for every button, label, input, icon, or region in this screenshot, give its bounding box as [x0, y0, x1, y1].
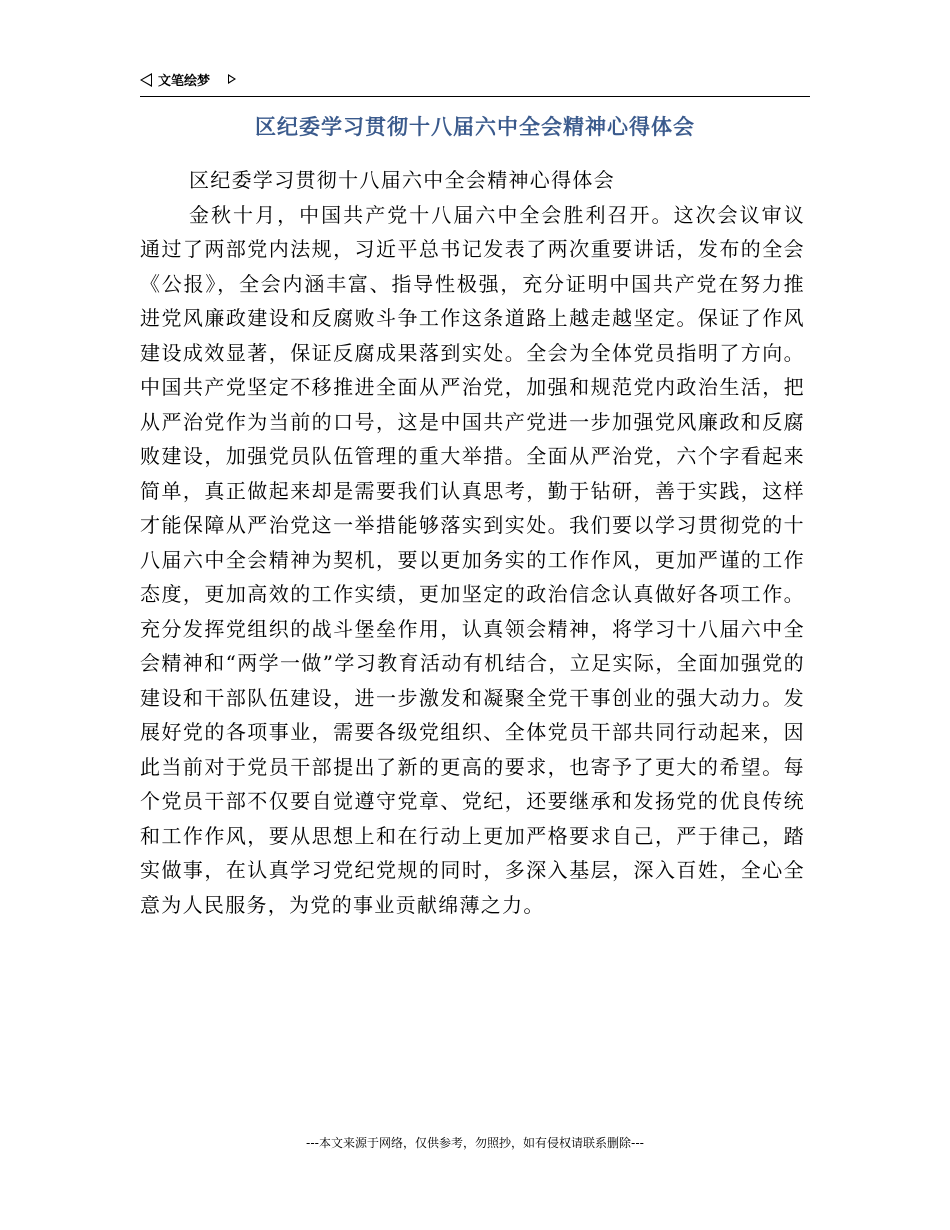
- document-content: [140, 163, 805, 922]
- document-body-paragraph: 金秋十月，中国共产党十八届六中全会胜利召开。这次会议审议通过了两部党内法规，习近平总书记发表了两次重要讲话，发布的全会《公报》，全会内涵丰富、指导性极强，充分证明中国共产党在努力推进党风廉政建设和反腐败斗争工作这条道路上越走越坚定。保证了作风建设成效显著，保证反腐成果落到实处。全会为全体党员指明了方向。中国共产党坚定不移推进全面从严治党，加强和规范党内政治生活，把从严治党作为当前的口号，这是中国共产党进一步加强党风廉政和反腐败建设，加强党员队伍管理的重大举措。全面从严治党，六个字看起来简单，真正做起来却是需要我们认真思考，勤于钻研，善于实践，这样才能保障从严治党这一举措能够落实到实处。我们要以学习贯彻党的十八届六中全会精神为契机，要以更加务实的工作作风，更加严谨的工作态度，更加高效的工作实绩，更加坚定的政治信念认真做好各项工作。充分发挥党组织的战斗堡垒作用，认真领会精神，将学习十八届六中全会精神和“两学一做”学习教育活动有机结合，立足实际，全面加强党的建设和干部队伍建设，进一步激发和凝聚全党干事创业的强大动力。发展好党的各项事业，需要各级党组织、全体党员干部共同行动起来，因此当前对于党员干部提出了新的更高的要求，也寄予了更大的希望。每个党员干部不仅要自觉遵守党章、党纪，还要继承和发扬党的优良传统和工作作风，要从思想上和在行动上更加严格要求自己，严于律己，踏实做事，在认真学习党纪党规的同时，多深入基层，深入百姓，全心全意为人民服务，为党的事业贡献绵薄之力。: [140, 202, 805, 917]
- page-header: [140, 70, 810, 97]
- triangle-left-outline-icon: [140, 73, 152, 87]
- triangle-right-outline-icon: [228, 74, 236, 84]
- header-brand: 文笔绘梦: [158, 74, 211, 89]
- footer-disclaimer: ---本文来源于网络，仅供参考，勿照抄，如有侵权请联系删除---: [306, 1136, 644, 1150]
- document-subtitle: 区纪委学习贯彻十八届六中全会精神心得体会: [189, 168, 615, 192]
- document-title: 区纪委学习贯彻十八届六中全会精神心得体会: [255, 115, 695, 139]
